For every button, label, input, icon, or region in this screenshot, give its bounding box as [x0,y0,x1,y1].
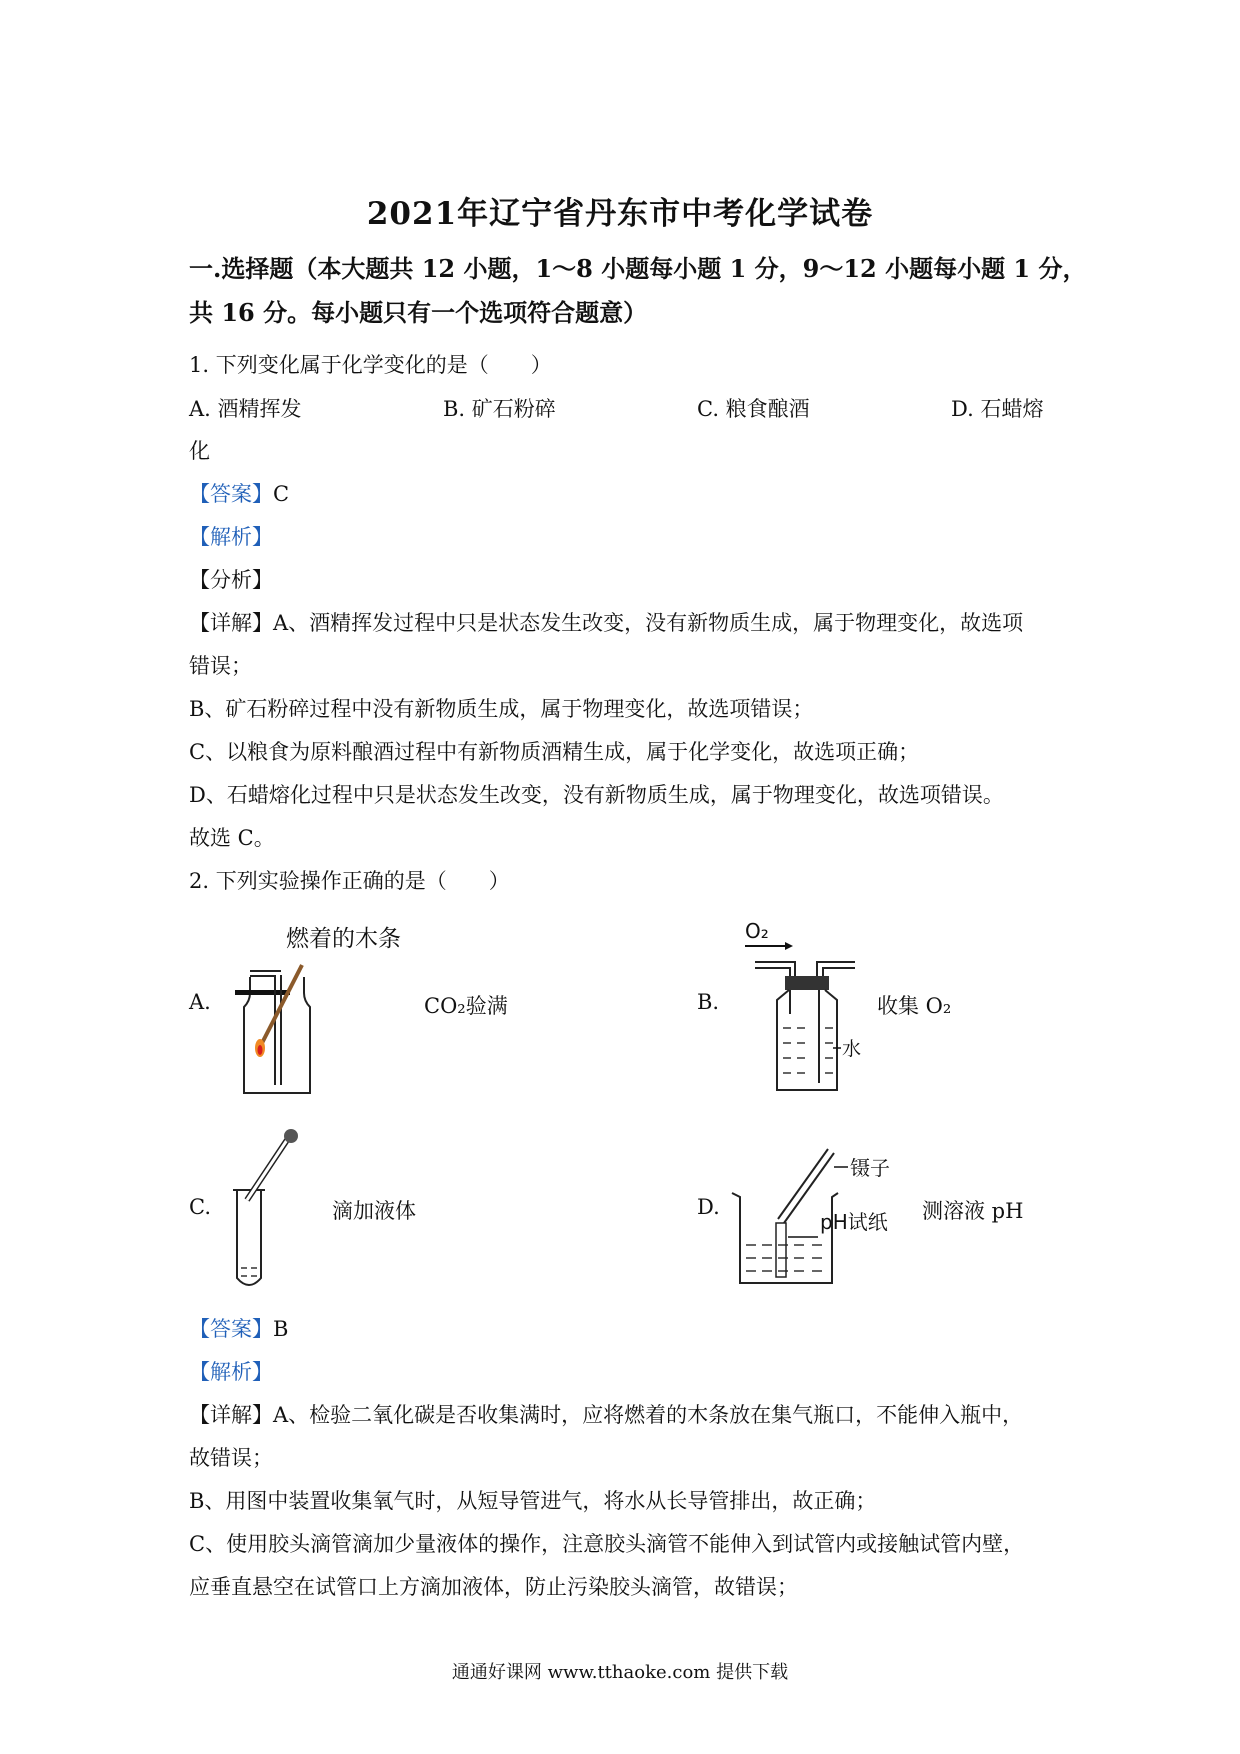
water-label: 水 [842,1038,862,1060]
q2-detail-line-1 [189,1400,1069,1430]
q2-answer-value: B [273,1317,289,1341]
q2-detail-line-5: 应垂直悬空在试管口上方滴加液体，防止污染胶头滴管，故错误； [189,1575,798,1599]
answer-tag: 【答案】 [189,1317,273,1341]
section-heading-line2: 共 16 分。每小题只有一个选项符合题意） [189,298,648,327]
q1-option-d-wrap: 化 [189,439,210,463]
q1-detail-line-1 [189,608,1069,638]
page-title: 2021年辽宁省丹东市中考化学试卷 [366,196,874,232]
o2-gas-label: O₂ [745,919,769,943]
q2-analysis-tag: 【解析】 [189,1360,273,1384]
q1-detail-line-5: D、石蜡熔化过程中只是状态发生改变，没有新物质生成，属于物理变化，故选项错误。 [189,783,1004,807]
fig-c-letter: C. [189,1195,211,1219]
q1-stem: 1. 下列变化属于化学变化的是（ ） [189,353,552,377]
q2-detail-line-3: B、用图中装置收集氧气时，从短导管进气，将水从长导管排出，故正确； [189,1489,877,1513]
fig-a-top-label: 燃着的木条 [286,926,401,952]
fig-b-caption: 收集 O₂ [877,994,952,1018]
q2-answer [189,1314,1069,1344]
detail-tag: 【详解】 [189,1403,273,1427]
q1-option-c: C. 粮食酿酒 [697,397,810,421]
q1-detail-line-4: C、以粮食为原料酿酒过程中有新物质酒精生成，属于化学变化，故选项正确； [189,740,920,764]
q1-detail-line-6: 故选 C。 [189,826,275,850]
q1-answer [189,479,1069,509]
q2-stem: 2. 下列实验操作正确的是（ ） [189,869,510,893]
ph-paper-label: pH试纸 [820,1210,888,1234]
q1-detail-line-2: 错误； [189,654,252,678]
q1-detail-text-1: A、酒精挥发过程中只是状态发生改变，没有新物质生成，属于物理变化，故选项 [273,611,1024,635]
answer-tag: 【答案】 [189,482,273,506]
fig-b-letter: B. [697,990,720,1014]
fig-a-letter: A. [189,990,211,1014]
q1-answer-value: C [273,482,290,506]
fig-c-caption: 滴加液体 [332,1199,416,1223]
page-footer: 通通好课网 www.tthaoke.com 提供下载 [451,1662,789,1683]
fig-d-letter: D. [697,1195,720,1219]
q1-option-b: B. 矿石粉碎 [443,397,556,421]
q2-detail-line-2: 故错误； [189,1446,273,1470]
q1-option-d: D. 石蜡熔 [951,397,1044,421]
fig-a-caption: CO₂验满 [424,994,508,1018]
gas-bottle-burning-splint-figure [230,955,340,1095]
section-heading-line1: 一.选择题（本大题共 12 小题，1～8 小题每小题 1 分，9～12 小题每小题 1 分， [189,254,1087,283]
dropper-test-tube-figure [225,1128,305,1293]
q1-detail-line-3: B、矿石粉碎过程中没有新物质生成，属于物理变化，故选项错误； [189,697,814,721]
q2-detail-line-4: C、使用胶头滴管滴加少量液体的操作，注意胶头滴管不能伸入到试管内或接触试管内壁， [189,1532,1025,1556]
q1-option-a: A. 酒精挥发 [189,397,302,421]
tweezer-label: 镊子 [850,1156,890,1180]
detail-tag: 【详解】 [189,611,273,635]
fig-d-caption: 测溶液 pH [922,1199,1024,1223]
q1-analysis-tag: 【解析】 [189,525,273,549]
q2-detail-text-1: A、检验二氧化碳是否收集满时，应将燃着的木条放在集气瓶口，不能伸入瓶中， [273,1403,1024,1427]
gas-collection-bottle-figure [735,918,895,1100]
q1-fenxi-tag: 【分析】 [189,568,273,592]
beaker-ph-paper-figure [730,1145,930,1290]
